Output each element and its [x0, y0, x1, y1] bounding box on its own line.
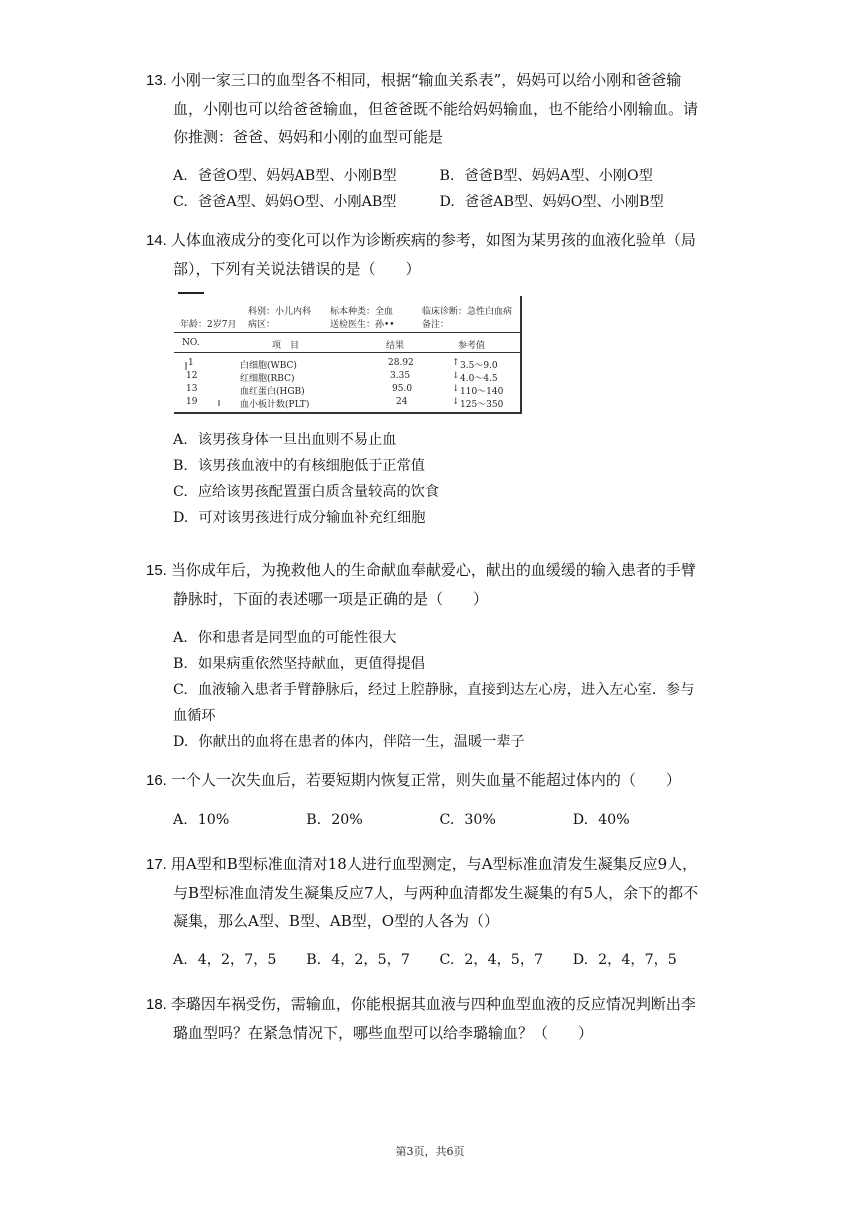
report-row-no: 1 [188, 358, 194, 368]
report-row-result: 95.0 [392, 384, 413, 394]
question-16 [146, 766, 706, 833]
option-a[interactable]: A. 4，2，7，5 [173, 952, 277, 968]
question-14 [146, 226, 706, 283]
report-age: 年龄：2岁7月 [180, 320, 237, 330]
report-row-result: 24 [396, 397, 408, 407]
report-row-flag: ↓ [452, 384, 460, 394]
report-row-result: 28.92 [388, 358, 414, 368]
report-row-item: 白细胞(WBC) [240, 361, 297, 371]
blood-test-report [174, 292, 522, 418]
report-remark: 备注： [422, 320, 450, 330]
question-text: 用A型和B型标准血清对18人进行血型测定，与A型标准血清发生凝集反应9人，与B型标准血清发生凝集反应7人，与两种血清都发生凝集的有5人，余下的都不凝集，那么A型、B型、AB型，O型的人各为（） [170, 855, 699, 930]
question-number: 17. [146, 856, 167, 873]
option-a[interactable]: A. 该男孩身体一旦出血则不易止血 [173, 432, 397, 448]
question-text: 当你成年后，为挽救他人的生命献血奉献爱心，献出的血缓缓的输入患者的手臂静脉时，下面的表述哪一项是正确的是（ ） [170, 561, 696, 608]
question-number: 14. [146, 232, 167, 249]
option-a[interactable]: A. 10% [173, 812, 230, 828]
report-row-ref: 125～350 [460, 400, 504, 410]
option-c[interactable]: C. 应给该男孩配置蛋白质含量较高的饮食 [173, 484, 440, 500]
report-header-ref: 参考值 [458, 341, 486, 351]
option-c[interactable]: C. 30% [439, 812, 496, 828]
report-row-item: 血红蛋白(HGB) [240, 387, 305, 397]
options [173, 427, 706, 531]
option-d[interactable]: D. 可对该男孩进行成分输血补充红细胞 [173, 510, 426, 526]
option-a[interactable]: A. 爸爸O型、妈妈AB型、小刚B型 [173, 168, 397, 184]
report-row-ref: 4.0～4.5 [460, 374, 498, 384]
options [173, 163, 706, 215]
question-14-options [146, 427, 706, 531]
question-number: 18. [146, 996, 167, 1013]
question-13 [146, 66, 706, 215]
option-b[interactable]: B. 爸爸B型、妈妈A型、小刚O型 [439, 168, 653, 184]
option-b[interactable]: B. 4，2，5，7 [306, 952, 410, 968]
question-text: 人体血液成分的变化可以作为诊断疾病的参考，如图为某男孩的血液化验单（局部），下列有关说法错误的是（ ） [170, 231, 696, 278]
options [173, 625, 706, 755]
report-row-result: 3.35 [390, 371, 411, 381]
report-doctor: 送检医生：孙•• [330, 320, 395, 330]
report-row-ref: 3.5～9.0 [460, 361, 498, 371]
option-b[interactable]: B. 20% [306, 812, 363, 828]
report-dept: 科别：小儿内科 [248, 307, 312, 317]
option-c[interactable]: C. 爸爸A型、妈妈O型、小刚AB型 [173, 194, 397, 210]
option-c[interactable]: C. 2，4，5，7 [439, 952, 544, 968]
option-b[interactable]: B. 如果病重依然坚持献血，更值得提倡 [173, 656, 425, 672]
options [173, 947, 706, 973]
question-18 [146, 990, 706, 1047]
question-text: 一个人一次失血后，若要短期内恢复正常，则失血量不能超过体内的（ ） [170, 771, 681, 789]
report-ward: 病区： [248, 320, 276, 330]
report-diagnosis: 临床诊断：急性白血病 [422, 307, 513, 317]
question-number: 15. [146, 562, 167, 579]
page-footer: 第3页，共6页 [395, 1145, 465, 1158]
report-specimen: 标本种类：全血 [330, 307, 394, 317]
question-17 [146, 850, 706, 973]
report-row-item: 血小板计数(PLT) [240, 400, 310, 410]
option-b[interactable]: B. 该男孩血液中的有核细胞低于正常值 [173, 458, 425, 474]
report-row-flag: ↑ [452, 358, 460, 368]
option-d[interactable]: D. 40% [572, 812, 630, 828]
report-header-result: 结果 [386, 341, 405, 351]
question-15 [146, 556, 706, 755]
report-row-flag: ↓ [452, 371, 460, 381]
option-a[interactable]: A. 你和患者是同型血的可能性很大 [173, 630, 397, 646]
question-text: 小刚一家三口的血型各不相同，根据“输血关系表”，妈妈可以给小刚和爸爸输血，小刚也可以给爸爸输血，但爸爸既不能给妈妈输血，也不能给小刚输血。请你推测：爸爸、妈妈和小刚的血型可能是 [170, 71, 699, 146]
question-text: 李璐因车祸受伤，需输血，你能根据其血液与四种血型血液的反应情况判断出李璐血型吗？在紧急情况下，哪些血型可以给李璐输血？（ ） [170, 995, 696, 1042]
report-row-no: 19 [186, 397, 198, 407]
option-c[interactable]: C. 血液输入患者手臂静脉后，经过上腔静脉，直接到达左心房，进入左心室．参与血循环 [173, 682, 695, 724]
report-row-ref: 110～140 [460, 387, 504, 397]
question-number: 16. [146, 772, 167, 789]
report-header-no: NO. [182, 338, 200, 348]
option-d[interactable]: D. 你献出的血将在患者的体内，伴陪一生，温暖一辈子 [173, 734, 525, 750]
question-number: 13. [146, 72, 167, 89]
report-header-item: 项 目 [272, 341, 300, 351]
option-d[interactable]: D. 爸爸AB型、妈妈O型、小刚B型 [439, 194, 664, 210]
option-d[interactable]: D. 2，4，7，5 [572, 952, 677, 968]
options [173, 807, 706, 833]
report-row-no: 12 [186, 371, 198, 381]
report-row-no: 13 [186, 384, 198, 394]
report-row-item: 红细胞(RBC) [240, 374, 295, 384]
report-row-flag: ↓ [452, 397, 460, 407]
